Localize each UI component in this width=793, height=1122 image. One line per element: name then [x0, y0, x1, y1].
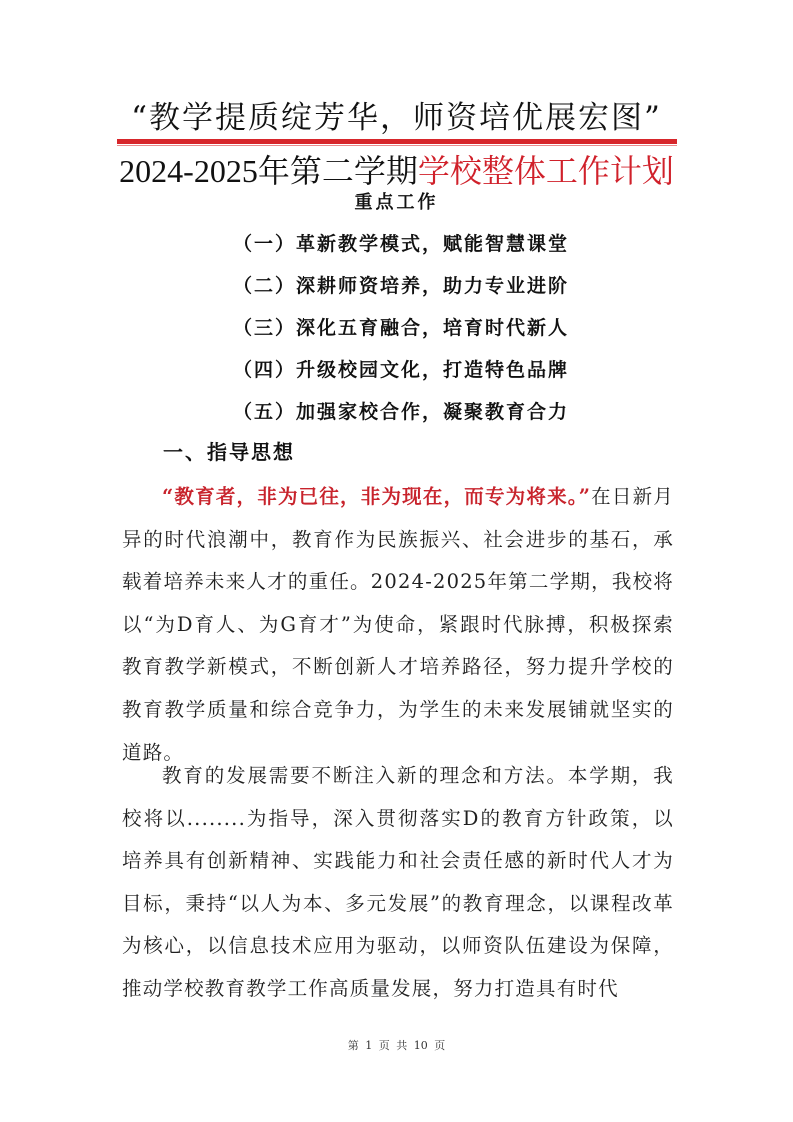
title-divider-thick	[117, 139, 677, 144]
subtitle-plan: 学校整体工作计划	[417, 153, 674, 189]
paragraph-1	[122, 476, 674, 774]
key-work-heading: 重点工作	[354, 192, 439, 213]
key-work-item: （二）深耕师资培养，助力专业进阶	[233, 275, 570, 297]
page-footer: 第 1 页 共 10 页	[347, 1039, 446, 1052]
section-heading-guiding-ideology: 一、指导思想	[163, 440, 295, 464]
key-work-item: （一）革新教学模式，赋能智慧课堂	[233, 233, 570, 255]
quote-text: “教育者，非为已往，非为现在，而专为将来。”	[162, 485, 592, 508]
document-subtitle	[0, 146, 793, 192]
key-work-item: （五）加强家校合作，凝聚教育合力	[233, 401, 570, 423]
key-work-list	[233, 230, 569, 440]
key-work-item: （三）深化五育融合，培育时代新人	[233, 317, 570, 339]
paragraph-2: 教育的发展需要不断注入新的理念和方法。本学期，我校将以........为指导，深入贯彻落实D的教育方针政策，以培养具有创新精神、实践能力和社会责任感的新时代人才为目标，秉持“以人为本、多元发展”的教育理念，以课程改革为核心，以信息技术应用为驱动，以师资队伍建设为保障，推动学校教育教学工作高质量发展，努力打造具有时代	[122, 764, 674, 1000]
paragraph-1-body: 在日新月异的时代浪潮中，教育作为民族振兴、社会进步的基石，承载着培养未来人才的重任。2024-2025年第二学期，我校将以“为D育人、为G育才”为使命，紧跟时代脉搏，积极探索教育教学新模式，不断创新人才培养路径，努力提升学校的教育教学质量和综合竞争力，为学生的未来发展铺就坚实的道路。	[122, 485, 674, 764]
subtitle-term: 2024-2025年第二学期	[119, 153, 418, 189]
key-work-item: （四）升级校园文化，打造特色品牌	[233, 359, 570, 381]
document-title: “教学提质绽芳华，师资培优展宏图”	[131, 100, 662, 136]
